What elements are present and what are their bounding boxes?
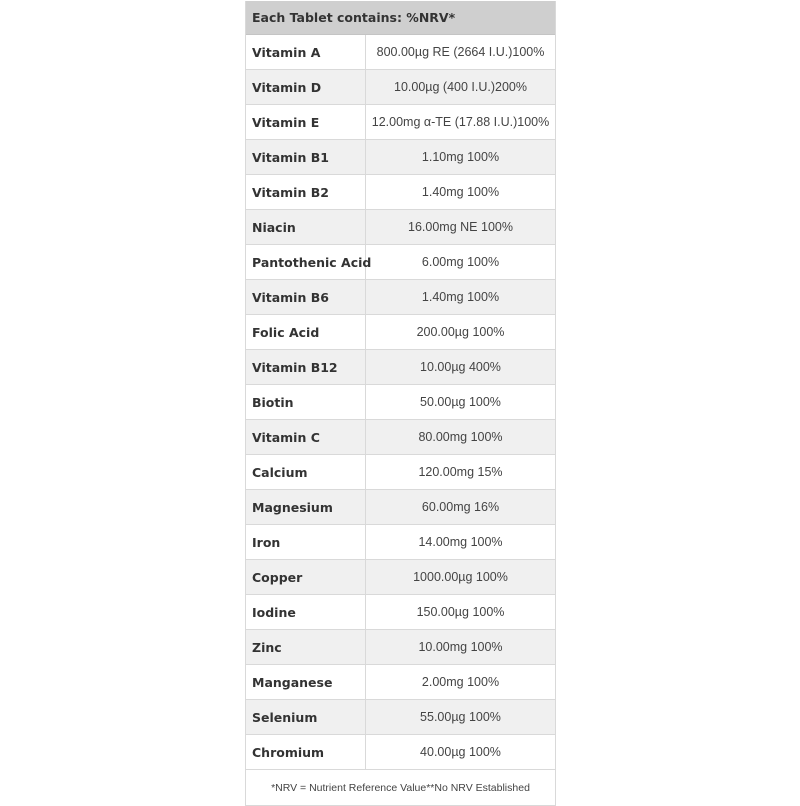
table-row [246, 630, 555, 665]
nutrient-value: 6.00mg 100% [421, 255, 500, 269]
nutrition-table [245, 1, 556, 806]
nutrient-value: 40.00µg 100% [420, 745, 501, 759]
nutrient-value: 50.00µg 100% [420, 395, 501, 409]
nutrient-value: 10.00mg 100% [418, 640, 503, 654]
nutrient-value: 200.00µg 100% [416, 325, 505, 339]
nutrient-value: 80.00mg 100% [418, 430, 503, 444]
nutrient-name: Manganese [246, 665, 366, 699]
nutrient-value: 1000.00µg 100% [413, 570, 508, 584]
nutrient-value: 2.00mg 100% [421, 675, 500, 689]
nutrient-value: 14.00mg 100% [418, 535, 503, 549]
table-row [246, 455, 555, 490]
nutrient-value: 16.00mg NE 100% [408, 220, 513, 234]
nutrient-name: Iodine [246, 595, 366, 629]
table-row [246, 35, 555, 70]
nutrient-value: 800.00µg RE (2664 I.U.)100% [376, 45, 545, 59]
table-row [246, 140, 555, 175]
nutrient-name: Pantothenic Acid [246, 245, 366, 279]
table-header: Each Tablet contains: %NRV* [246, 1, 555, 35]
nutrient-value: 1.40mg 100% [421, 185, 500, 199]
nutrient-name: Vitamin B6 [246, 280, 366, 314]
table-row [246, 665, 555, 700]
nutrient-name: Vitamin B12 [246, 350, 366, 384]
nutrient-value: 10.00µg (400 I.U.)200% [394, 80, 527, 94]
nutrient-name: Magnesium [246, 490, 366, 524]
table-row [246, 315, 555, 350]
table-row [246, 280, 555, 315]
nutrient-name: Vitamin C [246, 420, 366, 454]
nutrient-name: Biotin [246, 385, 366, 419]
nutrient-name: Chromium [246, 735, 366, 769]
nutrient-name: Copper [246, 560, 366, 594]
table-row [246, 350, 555, 385]
table-row [246, 175, 555, 210]
nutrient-name: Niacin [246, 210, 366, 244]
nutrient-value: 150.00µg 100% [416, 605, 505, 619]
table-row [246, 245, 555, 280]
table-row [246, 525, 555, 560]
nutrient-name: Iron [246, 525, 366, 559]
table-row [246, 105, 555, 140]
nutrient-name: Selenium [246, 700, 366, 734]
table-body [246, 35, 555, 770]
table-row [246, 490, 555, 525]
table-row [246, 70, 555, 105]
table-row [246, 385, 555, 420]
nutrient-value: 55.00µg 100% [420, 710, 501, 724]
table-footnote: *NRV = Nutrient Reference Value**No NRV Established [246, 770, 555, 806]
nutrient-value: 120.00mg 15% [418, 465, 503, 479]
table-row [246, 560, 555, 595]
nutrient-value: 1.40mg 100% [421, 290, 500, 304]
nutrient-name: Calcium [246, 455, 366, 489]
nutrient-value: 1.10mg 100% [421, 150, 500, 164]
nutrient-name: Zinc [246, 630, 366, 664]
nutrient-value: 12.00mg α-TE (17.88 I.U.)100% [371, 115, 550, 129]
nutrient-name: Vitamin D [246, 70, 366, 104]
table-row [246, 210, 555, 245]
table-row [246, 700, 555, 735]
nutrient-value: 10.00µg 400% [420, 360, 501, 374]
nutrient-name: Vitamin E [246, 105, 366, 139]
nutrient-name: Vitamin B2 [246, 175, 366, 209]
table-row [246, 420, 555, 455]
table-row [246, 735, 555, 770]
nutrient-name: Folic Acid [246, 315, 366, 349]
nutrient-name: Vitamin B1 [246, 140, 366, 174]
nutrient-name: Vitamin A [246, 35, 366, 69]
nutrient-value: 60.00mg 16% [421, 500, 500, 514]
table-row [246, 595, 555, 630]
